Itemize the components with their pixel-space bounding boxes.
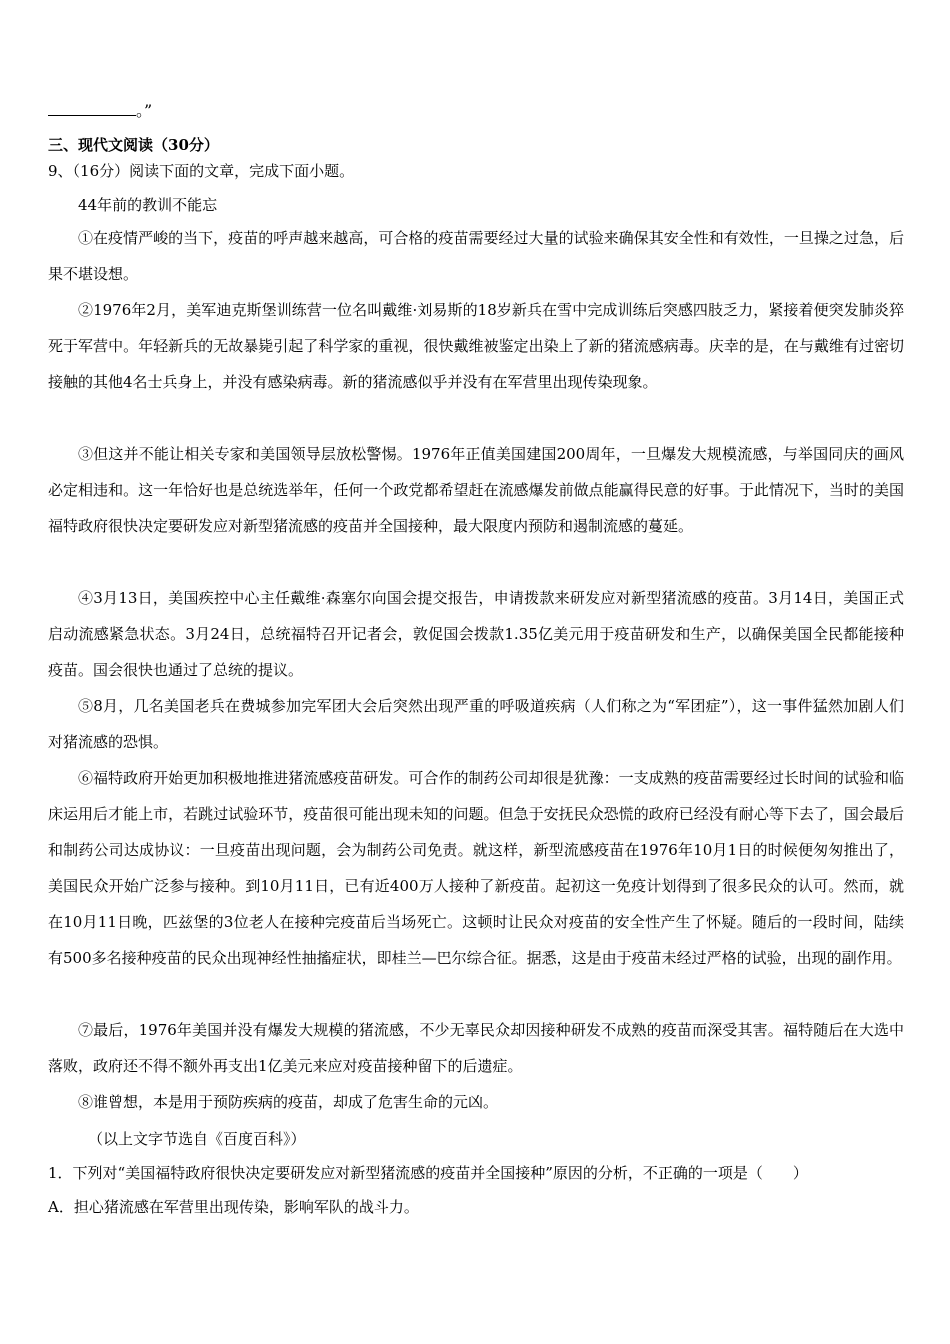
option-a: A．担心猪流感在军营里出现传染，影响军队的战斗力。 <box>48 1198 419 1216</box>
paragraph-6: ⑥福特政府开始更加积极地推进猪流感疫苗研发。可合作的制药公司却很是犹豫：一支成熟的疫苗需要经过长时间的试验和临床运用后才能上市，若跳过试验环节，疫苗很可能出现未知的问题。但急于安抚民众恐慌的政府已经没有耐心等下去了，国会最后和制药公司达成协议：一旦疫苗出现问题，会为制药公司免责。就这样，新型流感疫苗在1976年10月1日的时候便匆匆推出了，美国民众开始广泛参与接种。到10月11日，已有近400万人接种了新疫苗。起初这一免疫计划得到了很多民众的认可。然而，就在10月11日晚，匹兹堡的3位老人在接种完疫苗后当场死亡。这顿时让民众对疫苗的安全性产生了怀疑。随后的一段时间，陆续有500多名接种疫苗的民众出现神经性抽搐症状，即桂兰—巴尔综合征。据悉，这是由于疫苗未经过严格的试验，出现的副作用。 <box>48 769 904 967</box>
question-head: 9、（16分）阅读下面的文章，完成下面小题。 <box>48 162 355 180</box>
blank-line-punctuation: 。” <box>136 101 153 120</box>
paragraph-8: ⑧谁曾想，本是用于预防疾病的疫苗，却成了危害生命的元凶。 <box>78 1093 499 1111</box>
paragraph-7: ⑦最后，1976年美国并没有爆发大规模的猪流感，不少无辜民众却因接种研发不成熟的疫苗而深受其害。福特随后在大选中落败，政府还不得不额外再支出1亿美元来应对疫苗接种留下的后遗症。 <box>48 1021 904 1075</box>
paragraph-4: ④3月13日，美国疾控中心主任戴维·森塞尔向国会提交报告，申请拨款来研发应对新型猪流感的疫苗。3月14日，美国正式启动流感紧急状态。3月24日，总统福特召开记者会，敦促国会拨款1.35亿美元用于疫苗研发和生产，以确保美国全民都能接种疫苗。国会很快也通过了总统的提议。 <box>48 589 904 679</box>
fill-in-underline <box>48 101 136 116</box>
article-title: 44年前的教训不能忘 <box>78 196 218 214</box>
paragraph-2: ②1976年2月，美军迪克斯堡训练营一位名叫戴维·刘易斯的18岁新兵在雪中完成训练后突感四肢乏力，紧接着便突发肺炎猝死于军营中。年轻新兵的无故暴毙引起了科学家的重视，很快戴维被鉴定出染上了新的猪流感病毒。庆幸的是，在与戴维有过密切接触的其他4名士兵身上，并没有感染病毒。新的猪流感似乎并没有在军营里出现传染现象。 <box>48 301 904 391</box>
answer-blank-line <box>48 98 152 121</box>
paragraph-5: ⑤8月，几名美国老兵在费城参加完军团大会后突然出现严重的呼吸道疾病（人们称之为“军团症”），这一事件猛然加剧人们对猪流感的恐惧。 <box>48 697 904 751</box>
paragraph-1: ①在疫情严峻的当下，疫苗的呼声越来越高，可合格的疫苗需要经过大量的试验来确保其安全性和有效性，一旦操之过急，后果不堪设想。 <box>48 229 904 283</box>
sub-question-1: 1．下列对“美国福特政府很快决定要研发应对新型猪流感的疫苗并全国接种”原因的分析，不正确的一项是（ ） <box>48 1164 808 1182</box>
section-title: 三、现代文阅读（30分） <box>48 136 219 154</box>
paragraph-3: ③但这并不能让相关专家和美国领导层放松警惕。1976年正值美国建国200周年，一旦爆发大规模流感，与举国同庆的画风必定相违和。这一年恰好也是总统选举年，任何一个政党都希望赶在流感爆发前做点能赢得民意的好事。于此情况下，当时的美国福特政府很快决定要研发应对新型猪流感的疫苗并全国接种，最大限度内预防和遏制流感的蔓延。 <box>48 445 904 535</box>
source-note: （以上文字节选自《百度百科》） <box>88 1130 306 1148</box>
